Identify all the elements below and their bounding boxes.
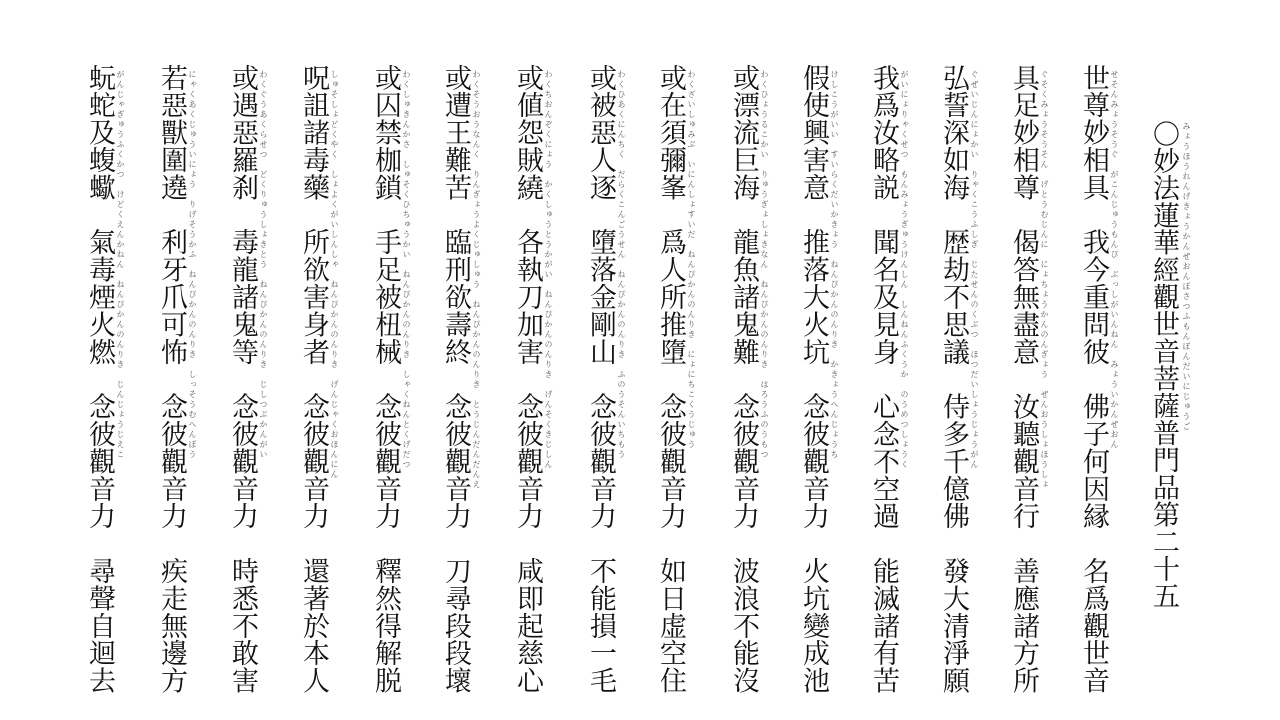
verse-column-3 bbox=[938, 64, 982, 695]
verse-column-4 bbox=[868, 64, 912, 695]
verse-text: 或値怨賊繞 各執刀加害 念彼觀音力 咸即起慈心 bbox=[512, 64, 543, 695]
verse-column-6 bbox=[728, 64, 772, 695]
verse-text: 我爲汝略説 聞名及見身 心念不空過 能滅諸有苦 bbox=[868, 64, 899, 695]
verse-furigana: がいにょりゃくせつ もんみょうぎゅうけんしん しんねんふくうか のうめつしょうく bbox=[900, 70, 909, 470]
verse-furigana: しゅそしょどくやく しょよくがいしんしゃ ねんぴかんのんりき げんじゃくおほんにん bbox=[330, 70, 339, 480]
verse-furigana: わくひあくにんちく だらくこんごうせん ねんぴかんのんりき ふのうそんいちもう bbox=[617, 70, 626, 460]
verse-column-7 bbox=[655, 64, 699, 695]
verse-text: 或漂流巨海 龍魚諸鬼難 念彼觀音力 波浪不能沒 bbox=[728, 64, 759, 695]
verse-column-15 bbox=[84, 64, 128, 695]
verse-text: 假使興害意 推落大火坑 念彼觀音力 火坑變成池 bbox=[798, 64, 829, 695]
verse-column-8 bbox=[585, 64, 629, 695]
verse-text: 世尊妙相具 我今重問彼 佛子何因縁 名爲觀世音 bbox=[1078, 64, 1109, 695]
verse-furigana: がんじゃぎゅうふくかつ けどくえんかねん ねんぴかんのんりき じんじょうじえこ bbox=[116, 70, 125, 460]
verse-furigana: けしこうがいい すいらくだいかきょう ねんぴかんのんりき かきょうへんじょうち bbox=[830, 70, 839, 460]
verse-column-14 bbox=[156, 64, 200, 695]
verse-column-11 bbox=[370, 64, 414, 695]
verse-text: 或囚禁枷鎖 手足被杻械 念彼觀音力 釋然得解脱 bbox=[370, 64, 401, 695]
verse-text: 或在須彌峯 爲人所推墮 念彼觀音力 如日虚空住 bbox=[655, 64, 686, 695]
verse-text: 或遇惡羅刹 毒龍諸鬼等 念彼觀音力 時悉不敢害 bbox=[227, 64, 258, 695]
verse-column-10 bbox=[440, 64, 484, 695]
verse-text: 具足妙相尊 偈答無盡意 汝聽觀音行 善應諸方所 bbox=[1008, 64, 1039, 695]
verse-furigana: せそんみょうそうぐ がこんじゅうもんぴ ぶっしがいんねん みょういかんぜおん bbox=[1110, 70, 1119, 450]
verse-column-5 bbox=[798, 64, 842, 695]
verse-furigana: わくぐうあくらせつ どくりゅうしょきとう ねんぴかんのんりき じしつぶかんがい bbox=[259, 70, 268, 460]
verse-furigana: わくひょうるこかい りゅうぎょしょきなん ねんぴかんのんりき はろうふのうもつ bbox=[760, 70, 769, 460]
verse-column-9 bbox=[512, 64, 556, 695]
verse-text: 或被惡人逐 墮落金剛山 念彼觀音力 不能損一毛 bbox=[585, 64, 616, 695]
verse-column-2 bbox=[1008, 64, 1052, 695]
verse-furigana: わくちおんぞくにょう かくしゅうとうかがい ねんぴかんのんりき げんそくきじしん bbox=[544, 70, 553, 470]
sutra-title: 〇妙法蓮華經觀世音菩薩普門品第二十五 bbox=[1148, 120, 1179, 610]
verse-text: 或遭王難苦 臨刑欲壽終 念彼觀音力 刀尋段段壞 bbox=[440, 64, 471, 695]
verse-furigana: わくしゅきんかさ しゅそくひちゅうかい ねんぴかんのんりき しゃくねんとくげだつ bbox=[402, 70, 411, 470]
verse-text: 呪詛諸毒藥 所欲害身者 念彼觀音力 還著於本人 bbox=[298, 64, 329, 695]
verse-text: 弘誓深如海 歴劫不思議 侍多千億佛 發大清淨願 bbox=[938, 64, 969, 695]
verse-text: 若惡獸圍遶 利牙爪可怖 念彼觀音力 疾走無邊方 bbox=[156, 64, 187, 695]
verse-furigana: わくそうおうなんく りんぎょうよくじゅしゅう ねんぴかんのんりき とうじんだんだんえ bbox=[472, 70, 481, 490]
verse-column-12 bbox=[298, 64, 342, 695]
verse-furigana: ぐそくみょうそうそん げとうむじんに にょちょうかんのんぎょう ぜんおうしょほうしょ bbox=[1040, 70, 1049, 490]
verse-column-1 bbox=[1078, 64, 1122, 695]
verse-furigana: ぐぜいじんにょかい りゃくこうふしぎ じたせんのくぶつ ほつだいしょうじょうがん bbox=[970, 70, 979, 470]
verse-furigana: わくざいしゅみぶ いにんしょすいだ ねんぴかんのんりき にょにちこくうじゅう bbox=[687, 70, 696, 450]
verse-furigana: にゃくあくじゅういにょう りげそうかふ ねんぴかんのんりき しっそうむへんぼう bbox=[188, 70, 197, 460]
verse-column-13 bbox=[227, 64, 271, 695]
verse-text: 蚖蛇及蝮蠍 氣毒煙火燃 念彼觀音力 尋聲自迴去 bbox=[84, 64, 115, 695]
sutra-title-furigana: みょうほうれんげきょうかんぜおんぼさつふもんぼんだいにじゅうご bbox=[1182, 122, 1191, 432]
sutra-title-column bbox=[1148, 120, 1192, 620]
